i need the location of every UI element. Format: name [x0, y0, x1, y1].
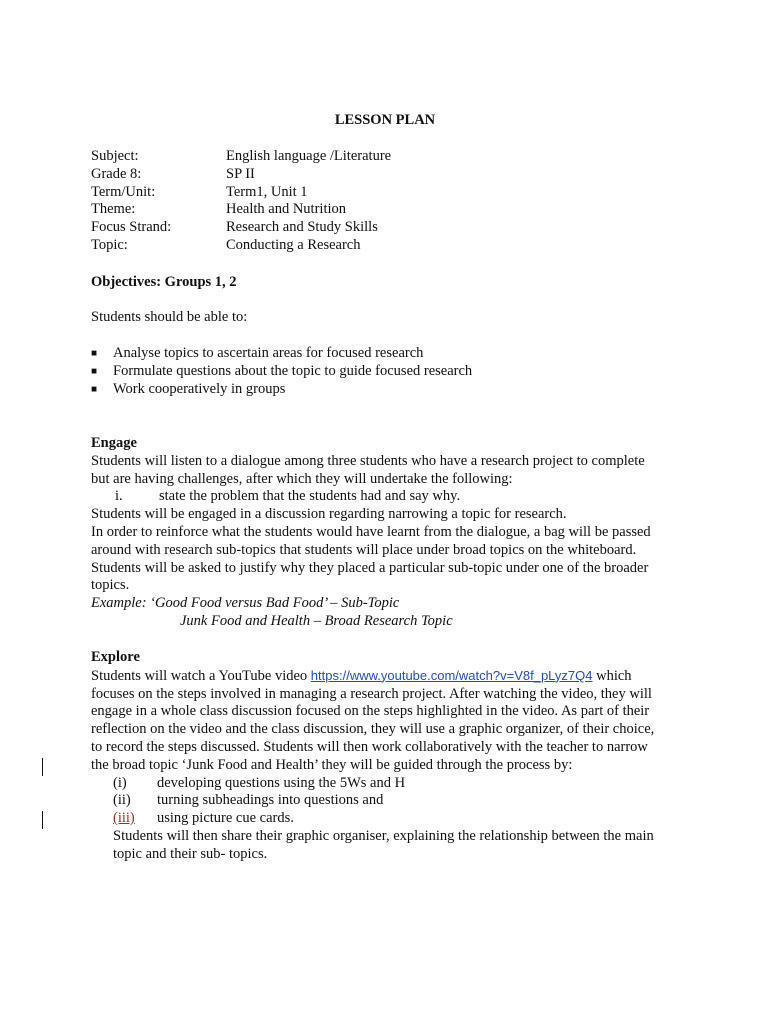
objectives-heading: Objectives: Groups 1, 2 — [91, 274, 237, 290]
lesson-meta — [91, 148, 391, 255]
task-number: i. — [115, 488, 123, 505]
bullet-icon: ■ — [91, 348, 98, 359]
meta-key: Focus Strand: — [91, 219, 172, 236]
meta-row-grade — [91, 166, 391, 184]
paragraph-line: to record the steps discussed. Students will then work collaboratively with the teacher to narrow — [91, 738, 648, 755]
list-item-text: Analyse topics to ascertain areas for focused research — [113, 345, 424, 361]
step-number: (i) — [113, 774, 127, 791]
step-text: turning subheadings into questions and — [157, 792, 384, 809]
youtube-link[interactable]: https://www.youtube.com/watch?v=V8f_pLyz7Q4 — [310, 667, 593, 683]
list-item — [91, 345, 472, 363]
meta-key: Term/Unit: — [91, 183, 156, 200]
text-span: which — [592, 667, 632, 684]
meta-row-term — [91, 184, 391, 202]
task-text: state the problem that the students had and say why. — [159, 488, 461, 505]
example-line: Example: ‘Good Food versus Bad Food’ – Sub-Topic — [91, 595, 400, 612]
list-item — [91, 363, 472, 381]
meta-value: SP II — [226, 165, 255, 182]
meta-row-subject — [91, 148, 391, 166]
meta-key: Topic: — [91, 236, 128, 253]
paragraph-line: Students will be asked to justify why they placed a particular sub-topic under one of the broader — [91, 559, 649, 576]
explore-section — [91, 649, 691, 864]
page-title: LESSON PLAN — [334, 112, 436, 128]
paragraph-line: In order to reinforce what the students would have learnt from the dialogue, a bag will be passed — [91, 523, 651, 540]
meta-row-focus-strand — [91, 219, 391, 237]
meta-value: Research and Study Skills — [226, 219, 378, 236]
step-item — [91, 775, 691, 793]
bullet-icon: ■ — [91, 365, 98, 377]
list-item — [91, 381, 472, 399]
paragraph-line: Students will then share their graphic organiser, explaining the relationship between the main — [113, 827, 654, 844]
paragraph-line: reflection on the video and the class discussion, they will use a graphic organizer, of their choice, — [91, 721, 655, 738]
explore-heading: Explore — [91, 649, 140, 665]
engage-heading: Engage — [91, 435, 137, 451]
list-item-text: Formulate questions about the topic to guide focused research — [113, 362, 473, 379]
paragraph-line: engage in a whole class discussion focused on the steps highlighted in the video. As part of their — [91, 703, 650, 720]
paragraph-line: the broad topic ‘Junk Food and Health’ they will be guided through the process by: — [91, 756, 573, 773]
meta-value: Health and Nutrition — [226, 201, 347, 218]
meta-value: English language /Literature — [226, 148, 392, 164]
paragraph-line: but are having challenges, after which they will undertake the following: — [91, 470, 513, 487]
paragraph-line: topic and their sub- topics. — [113, 845, 268, 862]
step-item — [91, 792, 691, 810]
list-item-text: Work cooperatively in groups — [113, 380, 286, 397]
engage-task — [91, 488, 691, 506]
meta-row-theme — [91, 201, 391, 219]
revision-bar — [42, 811, 43, 829]
meta-value: Term1, Unit 1 — [226, 183, 308, 200]
text-span: Students will watch a YouTube video — [91, 667, 311, 684]
step-text: developing questions using the 5Ws and H — [157, 774, 406, 791]
meta-row-topic — [91, 237, 391, 255]
paragraph-line: Students will listen to a dialogue among three students who have a research project to complete — [91, 452, 645, 469]
meta-key: Theme: — [91, 201, 136, 218]
paragraph-line: topics. — [91, 577, 130, 594]
step-text: using picture cue cards. — [157, 810, 294, 827]
meta-value: Conducting a Research — [226, 236, 361, 253]
step-item — [91, 810, 691, 828]
example-line: Junk Food and Health – Broad Research Topic — [180, 612, 453, 629]
step-number: (iii) — [113, 810, 135, 827]
paragraph-line — [91, 667, 691, 686]
paragraph-line: around with research sub-topics that students will place under broad topics on the whiteboard. — [91, 541, 637, 558]
bullet-icon: ■ — [91, 383, 98, 395]
step-number: (ii) — [113, 792, 131, 809]
meta-key: Grade 8: — [91, 165, 142, 182]
revision-bar — [42, 758, 43, 776]
objectives-list — [91, 345, 472, 398]
paragraph-line: Students will be engaged in a discussion regarding narrowing a topic for research. — [91, 506, 567, 523]
objectives-intro: Students should be able to: — [91, 309, 248, 325]
engage-section — [91, 435, 691, 631]
paragraph-line: focuses on the steps involved in managing a research project. After watching the video, they will — [91, 685, 652, 702]
meta-key: Subject: — [91, 148, 139, 164]
